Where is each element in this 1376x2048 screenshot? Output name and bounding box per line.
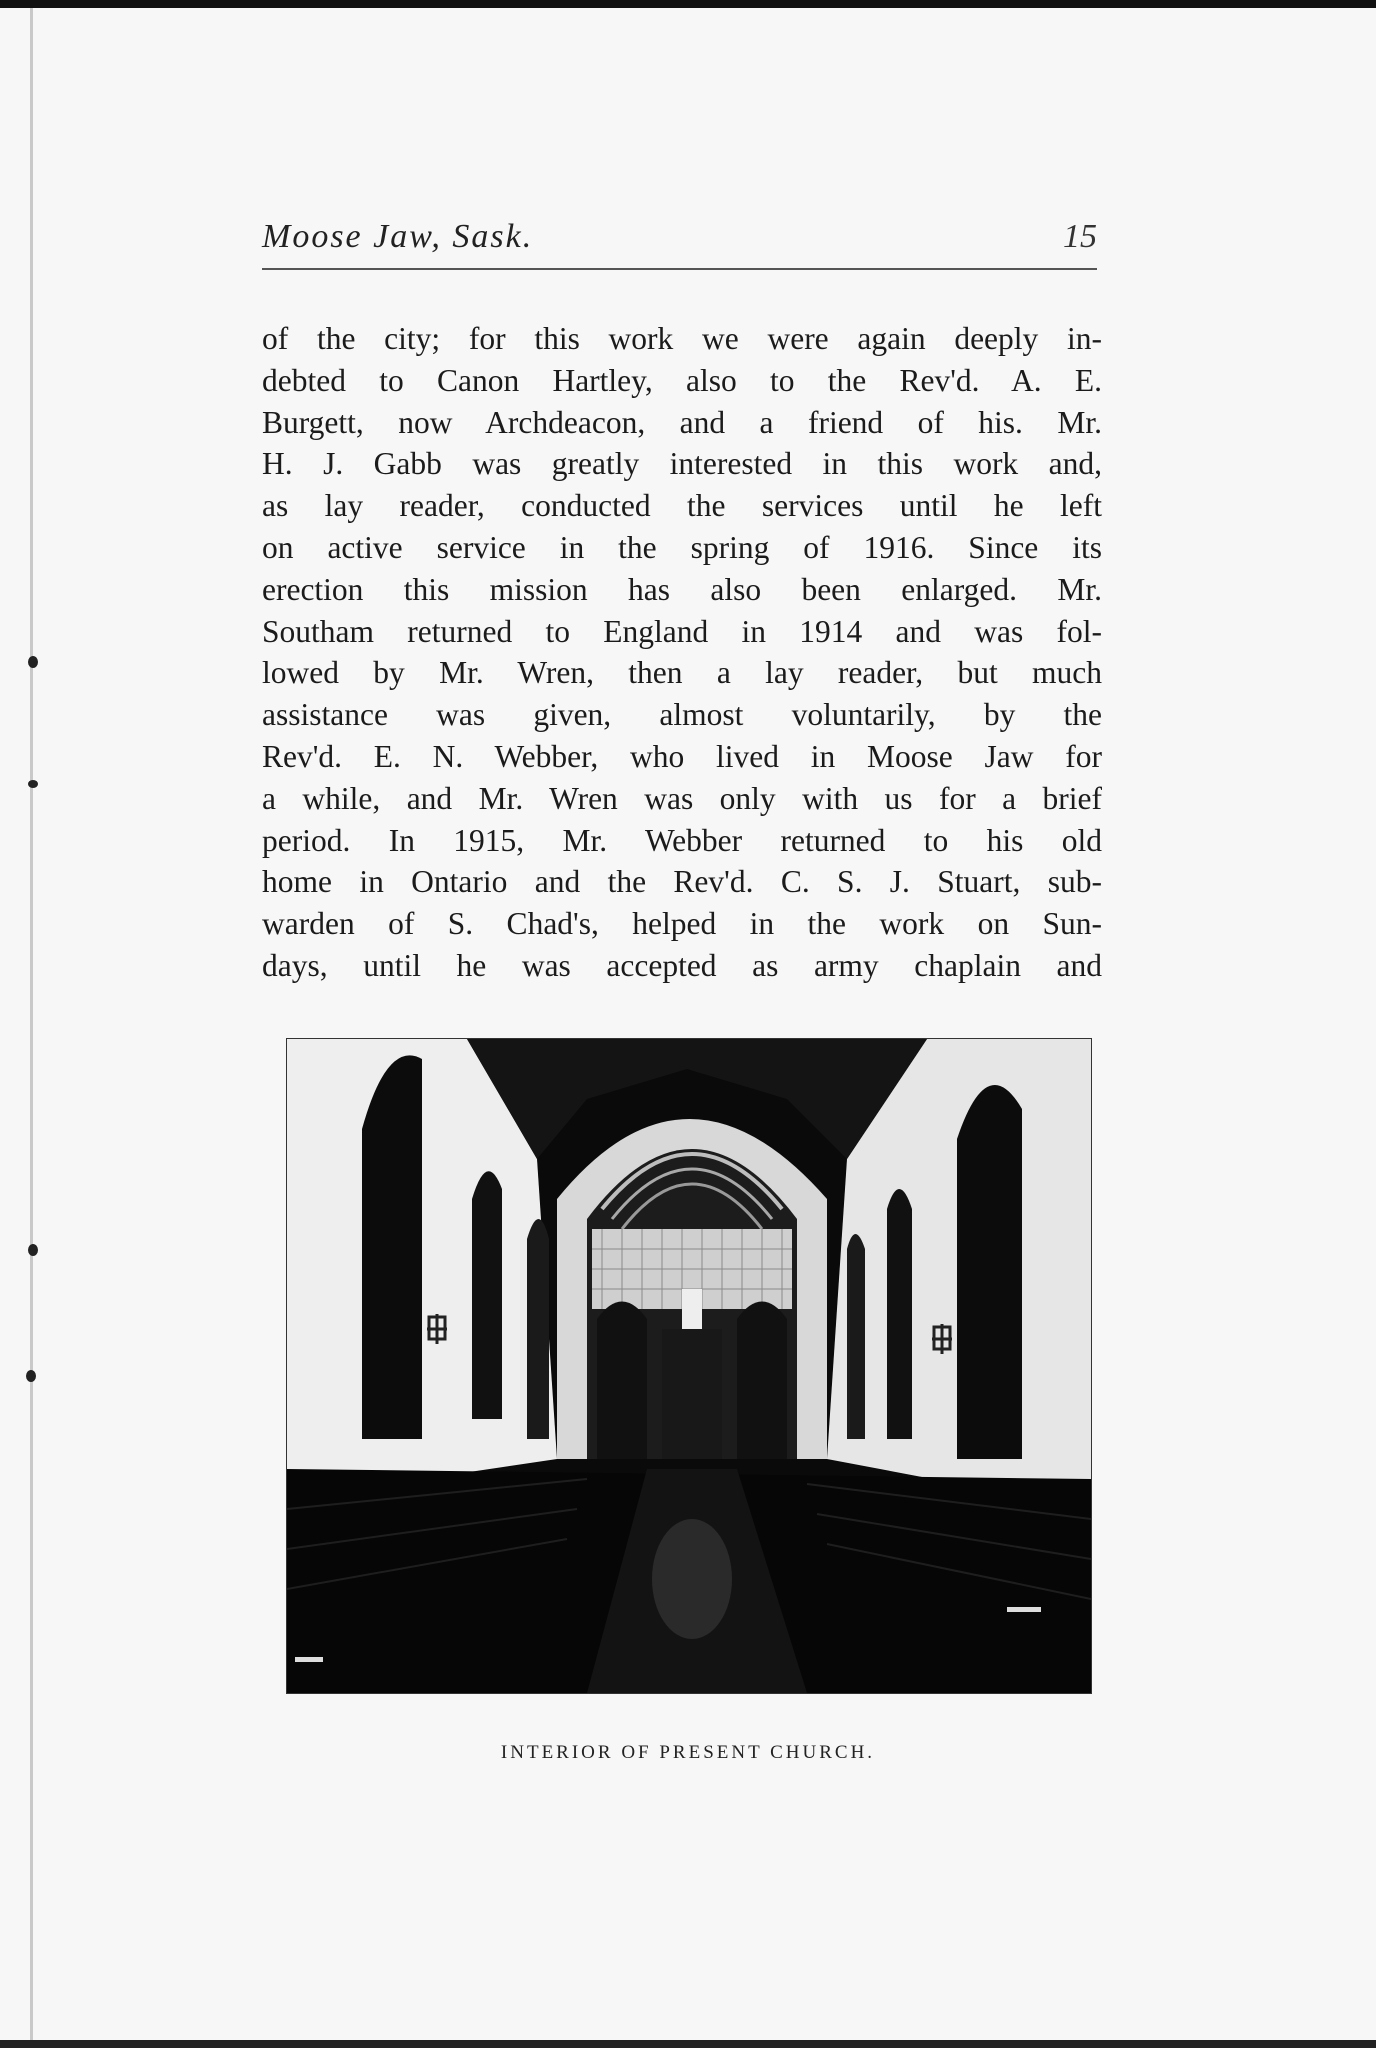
scan-bottom-border: [0, 2040, 1376, 2048]
church-interior-illustration: [287, 1039, 1091, 1693]
body-paragraph: [262, 318, 1102, 987]
text-line: on active service in the spring of 1916. Since its: [262, 529, 1102, 565]
binding-hole: [28, 780, 38, 788]
text-line: period. In 1915, Mr. Webber returned to his old: [262, 822, 1102, 858]
text-line: Southam returned to England in 1914 and was fol-: [262, 613, 1102, 649]
text-line: assistance was given, almost voluntarily, by the: [262, 697, 1102, 733]
text-line: lowed by Mr. Wren, then a lay reader, but much: [262, 655, 1102, 691]
running-head: Moose Jaw, Sask.: [262, 218, 534, 255]
binding-hole: [28, 1244, 38, 1256]
text-line: Rev'd. E. N. Webber, who lived in Moose Jaw for: [262, 738, 1102, 774]
plate-caption: INTERIOR OF PRESENT CHURCH.: [500, 1742, 876, 1763]
text-line: Burgett, now Archdeacon, and a friend of his. Mr.: [262, 404, 1102, 440]
text-line: a while, and Mr. Wren was only with us for a brief: [262, 780, 1102, 816]
church-interior-photo: [286, 1038, 1092, 1694]
text-line: of the city; for this work we were again deeply in-: [262, 321, 1102, 356]
binding-hole: [26, 1370, 36, 1382]
text-line: home in Ontario and the Rev'd. C. S. J. Stuart, sub-: [262, 864, 1102, 900]
text-line: warden of S. Chad's, helped in the work on Sun-: [262, 906, 1102, 942]
text-line: H. J. Gabb was greatly interested in this work and,: [262, 446, 1102, 482]
binding-hole: [28, 656, 38, 668]
scan-top-border: [0, 0, 1376, 8]
text-line: days, until he was accepted as army chaplain and: [262, 947, 1102, 983]
page-gutter-edge: [30, 8, 33, 2048]
page-number: 15: [1063, 218, 1097, 255]
page-header: [262, 212, 1097, 270]
text-line: as lay reader, conducted the services until he left: [262, 488, 1102, 524]
text-line: erection this mission has also been enlarged. Mr.: [262, 571, 1102, 607]
text-line: debted to Canon Hartley, also to the Rev'd. A. E.: [262, 362, 1102, 398]
